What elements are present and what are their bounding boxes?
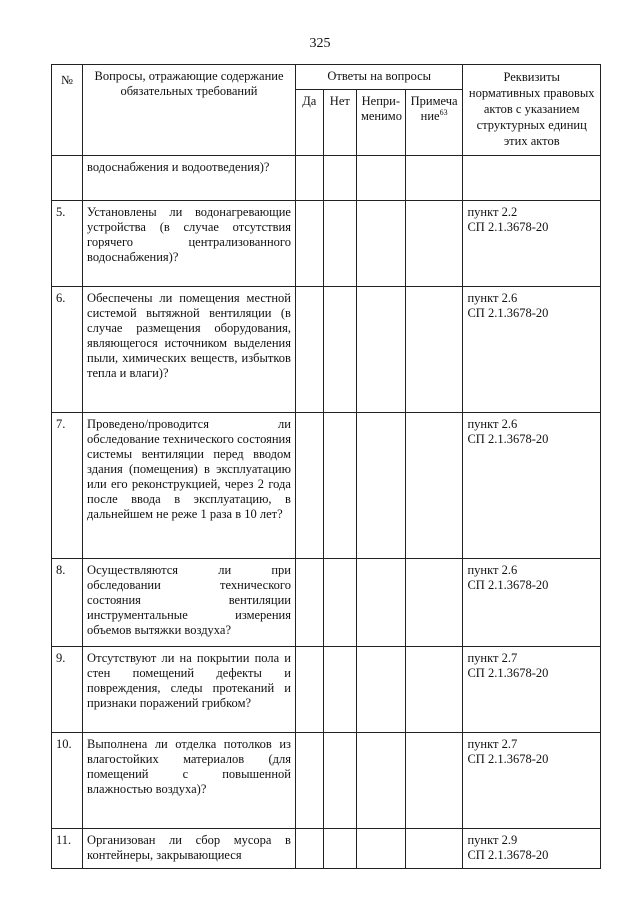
table-row — [52, 287, 601, 413]
requisite-document: СП 2.1.3678-20 — [467, 666, 549, 680]
answer-note-cell — [405, 287, 463, 413]
answer-na-cell — [356, 829, 405, 869]
answer-no-cell — [323, 733, 356, 829]
row-question: Отсутствуют ли на покрытии пола и стен помещений дефекты и повреждения, следы протеканий и признаки поражений грибком? — [83, 647, 296, 733]
row-question: Выполнена ли отделка потолков из влагостойких материалов (для помещений с повышенной влажностью воздуха)? — [83, 733, 296, 829]
requisite-clause: пункт 2.6 — [467, 563, 518, 577]
answer-no-cell — [323, 413, 356, 559]
answer-yes-cell — [295, 559, 323, 647]
row-requisites — [463, 287, 601, 413]
answer-note-cell — [405, 733, 463, 829]
header-note-footnote: 63 — [439, 107, 448, 117]
answer-yes-cell — [295, 733, 323, 829]
row-question: Осуществляются ли при обследовании технического состояния вентиляции инструментальные измерения объемов вытяжки воздуха? — [83, 559, 296, 647]
requisite-document: СП 2.1.3678-20 — [467, 306, 549, 320]
header-answers: Ответы на вопросы — [295, 65, 462, 90]
answer-na-cell — [356, 287, 405, 413]
header-no: Нет — [323, 90, 356, 156]
table-row — [52, 733, 601, 829]
answer-yes-cell — [295, 201, 323, 287]
answer-note-cell — [405, 156, 463, 201]
header-question: Вопросы, отражающие содержание обязательных требований — [83, 65, 296, 156]
requisite-clause: пункт 2.7 — [467, 737, 518, 751]
header-yes: Да — [295, 90, 323, 156]
header-requisites: Реквизиты нормативных правовых актов с указанием структурных единиц этих актов — [463, 65, 601, 156]
requisite-document: СП 2.1.3678-20 — [467, 752, 549, 766]
requisite-clause: пункт 2.6 — [467, 291, 518, 305]
row-question: Обеспечены ли помещения местной системой вытяжной вентиляции (в случае размещения оборудования, являющегося источником выделения пыли, химических веществ, избытков тепла и влаги)? — [83, 287, 296, 413]
header-note-label: Примеча ние — [410, 94, 458, 123]
answer-na-cell — [356, 413, 405, 559]
answer-no-cell — [323, 287, 356, 413]
row-requisites — [463, 733, 601, 829]
answer-note-cell — [405, 559, 463, 647]
row-requisites — [463, 559, 601, 647]
answer-na-cell — [356, 733, 405, 829]
answer-yes-cell — [295, 156, 323, 201]
answer-note-cell — [405, 413, 463, 559]
answer-no-cell — [323, 647, 356, 733]
answer-no-cell — [323, 559, 356, 647]
answer-no-cell — [323, 201, 356, 287]
row-requisites — [463, 829, 601, 869]
table-row — [52, 201, 601, 287]
row-requisites — [463, 647, 601, 733]
row-question: водоснабжения и водоотведения)? — [83, 156, 296, 201]
answer-yes-cell — [295, 287, 323, 413]
table-row — [52, 647, 601, 733]
header-note — [405, 90, 463, 156]
row-number: 10. — [52, 733, 83, 829]
answer-na-cell — [356, 156, 405, 201]
answer-yes-cell — [295, 647, 323, 733]
requisite-clause: пункт 2.6 — [467, 417, 518, 431]
header-num: № — [52, 65, 83, 156]
row-number: 9. — [52, 647, 83, 733]
answer-yes-cell — [295, 829, 323, 869]
answer-na-cell — [356, 647, 405, 733]
row-requisites — [463, 201, 601, 287]
answer-yes-cell — [295, 413, 323, 559]
row-question: Организован ли сбор мусора в контейнеры, закрывающиеся — [83, 829, 296, 869]
answer-no-cell — [323, 156, 356, 201]
answer-note-cell — [405, 201, 463, 287]
answer-note-cell — [405, 647, 463, 733]
requisite-document: СП 2.1.3678-20 — [467, 848, 549, 862]
row-number: 5. — [52, 201, 83, 287]
requisite-document: СП 2.1.3678-20 — [467, 432, 549, 446]
table-row — [52, 156, 601, 201]
answer-na-cell — [356, 201, 405, 287]
table-header-row — [52, 65, 601, 90]
row-number — [52, 156, 83, 201]
checklist-table — [51, 64, 601, 869]
requisite-document: СП 2.1.3678-20 — [467, 220, 549, 234]
answer-note-cell — [405, 829, 463, 869]
answer-na-cell — [356, 559, 405, 647]
row-question: Установлены ли водонагревающие устройства (в случае отсутствия горячего централизованного водоснабжения)? — [83, 201, 296, 287]
row-number: 8. — [52, 559, 83, 647]
requisite-document: СП 2.1.3678-20 — [467, 578, 549, 592]
requisite-clause: пункт 2.2 — [467, 205, 518, 219]
answer-no-cell — [323, 829, 356, 869]
row-requisites — [463, 413, 601, 559]
requisite-clause: пункт 2.7 — [467, 651, 518, 665]
requisite-clause: пункт 2.9 — [467, 833, 518, 847]
table-row — [52, 559, 601, 647]
page-number: 325 — [309, 36, 331, 51]
row-requisites — [463, 156, 601, 201]
row-number: 7. — [52, 413, 83, 559]
row-number: 11. — [52, 829, 83, 869]
header-not-applicable: Непри-менимо — [356, 90, 405, 156]
table-row — [52, 413, 601, 559]
row-question: Проведено/проводится ли обследование технического состояния системы вентиляции перед вводом здания (помещения) в эксплуатацию или его реконструкцией, через 2 года после ввода в эксплуатацию, в дальнейшем не реже 1 раза в 10 лет? — [83, 413, 296, 559]
table-row — [52, 829, 601, 869]
row-number: 6. — [52, 287, 83, 413]
